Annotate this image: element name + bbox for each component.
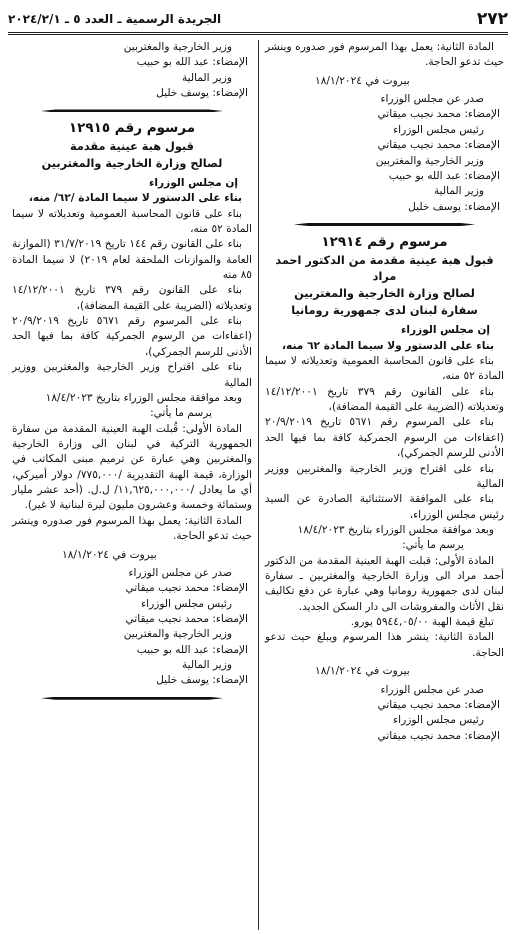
decree-article: المادة الأولى: قُبلت الهبة العينية المقدمة من سفارة الجمهورية التركية في لبنان الى وزارة الخارجية والمغتربين وهي عبارة عن ترميم مبنى المكاتب في الوزارة، قيمة الهبة التقديرية /٧٧٥,٠٠٠/ دولار أميركي، أي ما يعادل /١١,٦٢٥,٠٠٠,٠٠٠/ ل.ل. (أحد عشر مليار وستمائة وخمسة وعشرون مليون ليرة لبنانية لا غير). <box>12 422 252 512</box>
decree-paragraph: بناء على المرسوم رقم ٥٦٧١ تاريخ ٢٠/٩/٢٠١٩ (اعفاءات من الرسوم الجمركية كافة بما فيها الحد الأدنى للرسم الجمركي)، <box>265 416 504 460</box>
signature-line: صدر عن مجلس الوزراء <box>128 566 232 579</box>
council-heading: إن مجلس الوزراء <box>400 324 490 337</box>
signature-line: الإمضاء: يوسف خليل <box>408 200 500 213</box>
decree-date: بيروت في ١٨/١/٢٠٢٤ <box>62 548 157 561</box>
signature-line: صدر عن مجلس الوزراء <box>380 93 484 106</box>
decree-date: بيروت في ١٨/١/٢٠٢٤ <box>315 74 410 87</box>
signature-line: الإمضاء: محمد نجيب ميقاتي <box>125 612 248 625</box>
decree-paragraph: يرسم ما يأتي: <box>402 539 464 552</box>
council-heading: إن مجلس الوزراء <box>148 176 238 189</box>
page-number: ٢٧٢ <box>476 9 508 29</box>
decree-paragraph: بناء على اقتراح وزير الخارجية والمغتربين ووزير المالية <box>12 361 252 389</box>
page-header <box>8 6 508 35</box>
decree-paragraph: بناء على قانون المحاسبة العمومية وتعديلاته لا سيما المادة ٥٢ منه، <box>265 354 504 383</box>
decree-paragraph: وبعد موافقة مجلس الوزراء بتاريخ ١٨/٤/٢٠٢٣ <box>297 523 494 536</box>
signature-line: وزير المالية <box>181 659 232 672</box>
decree-subtitle: لصالح وزارة الخارجية والمغتربين <box>294 287 475 301</box>
decree-date: بيروت في ١٨/١/٢٠٢٤ <box>315 665 410 678</box>
signature-line: رئيس مجلس الوزراء <box>393 123 484 136</box>
section-divider <box>12 105 252 115</box>
decree-article: المادة الأولى: قبلت الهبة العينية المقدمة من الدكتور أحمد مراد الى وزارة الخارجية والمغتربين ـ سفارة لبنان لدى جمهورية رومانيا وهي عبارة عن دفع تكاليف نقل الأثاث والمفروشات الى دار السكن الجديد. <box>265 554 504 613</box>
article-text: المادة الثانية: يعمل بهذا المرسوم فور صدوره وينشر حيث تدعو الحاجة. <box>265 41 504 69</box>
left-column <box>8 40 258 930</box>
decree-paragraph: بناء على القانون رقم ٣٧٩ تاريخ ١٤/١٢/٢٠٠١ وتعديلاته (الضريبة على القيمة المضافة)، <box>12 284 252 312</box>
decree-paragraph: بناء على المرسوم رقم ٥٦٧١ تاريخ ٢٠/٩/٢٠١٩ (اعفاءات من الرسوم الجمركية كافة بما فيها الحد الأدنى للرسم الجمركي)، <box>12 315 252 358</box>
section-divider <box>265 219 504 229</box>
decree-article: المادة الثانية: ينشر هذا المرسوم ويبلغ حيث تدعو الحاجة. <box>265 631 504 659</box>
gazette-issue-title: الجريدة الرسمية ـ العدد ٥ ـ ٢٠٢٤/٢/١ <box>8 12 222 26</box>
signature-line: رئيس مجلس الوزراء <box>393 714 484 727</box>
signature-line: الإمضاء: محمد نجيب ميقاتي <box>377 729 500 742</box>
decree-article: المادة الثانية: يعمل بهذا المرسوم فور صدوره وينشر حيث تدعو الحاجة. <box>12 514 252 543</box>
signature-line: الإمضاء: عبد الله بو حبيب <box>136 56 248 69</box>
signature-line: الإمضاء: محمد نجيب ميقاتي <box>377 698 500 711</box>
signature-line: صدر عن مجلس الوزراء <box>380 683 484 696</box>
decree-paragraph: بناء على اقتراح وزير الخارجية والمغتربين ووزير المالية <box>265 462 504 490</box>
decree-subtitle: لصالح وزارة الخارجية والمغتربين <box>41 156 223 170</box>
two-column-body <box>8 40 508 930</box>
signature-line: وزير المالية <box>181 71 232 84</box>
signature-line: الإمضاء: يوسف خليل <box>156 87 248 100</box>
signature-line: الإمضاء: يوسف خليل <box>156 674 248 687</box>
decree-subtitle: قبول هبة عينية مقدمة <box>70 140 194 153</box>
decree-paragraph: بناء على الموافقة الاستثنائية الصادرة عن السيد رئيس مجلس الوزراء، <box>265 493 504 521</box>
decree-paragraph: بناء على الدستور لا سيما المادة /٦٢/ منه، <box>28 192 242 205</box>
signature-line: وزير الخارجية والمغتربين <box>123 41 232 53</box>
decree-subtitle: سفارة لبنان لدى جمهورية رومانيا <box>291 304 478 318</box>
signature-line: وزير الخارجية والمغتربين <box>375 154 484 167</box>
signature-line: وزير الخارجية والمغتربين <box>123 628 232 641</box>
decree-paragraph: وبعد موافقة مجلس الوزراء بتاريخ ١٨/٤/٢٠٢٣ <box>45 391 242 404</box>
decree-paragraph: بناء على الدستور ولا سيما المادة ٦٢ منه، <box>282 339 494 352</box>
decree-title: مرسوم رقم ١٢٩١٤ <box>321 233 448 250</box>
decree-paragraph: بناء على القانون رقم ١٤٤ تاريخ ٣١/٧/٢٠١٩ (الموازنة العامة والموازنات الملحقة لعام ٢٠١٩) لا سيما المادة ٨٥ منه <box>12 238 253 282</box>
signature-line: الإمضاء: عبد الله بو حبيب <box>388 169 500 182</box>
signature-line: الإمضاء: محمد نجيب ميقاتي <box>125 582 248 595</box>
section-divider <box>12 693 252 703</box>
right-column <box>258 40 508 930</box>
decree-paragraph: تبلغ قيمة الهبة ٥٩٤٤,٠٥/٠٠ يورو. <box>350 616 494 629</box>
signature-line: وزير المالية <box>433 185 484 198</box>
signature-line: الإمضاء: محمد نجيب ميقاتي <box>377 108 500 121</box>
signature-line: رئيس مجلس الوزراء <box>141 597 232 610</box>
signature-line: الإمضاء: محمد نجيب ميقاتي <box>377 139 500 152</box>
decree-subtitle: قبول هبة عينية مقدمة من الدكتور احمد مراد <box>275 253 494 284</box>
decree-paragraph: بناء على قانون المحاسبة العمومية وتعديلاته لا سيما المادة ٥٢ منه، <box>12 207 252 235</box>
decree-title: مرسوم رقم ١٢٩١٥ <box>68 120 196 137</box>
decree-paragraph: بناء على القانون رقم ٣٧٩ تاريخ ١٤/١٢/٢٠٠١ وتعديلاته (الضريبة على القيمة المضافة)، <box>265 385 504 414</box>
decree-paragraph: يرسم ما يأتي: <box>150 407 212 420</box>
signature-line: الإمضاء: عبد الله بو حبيب <box>136 643 248 656</box>
